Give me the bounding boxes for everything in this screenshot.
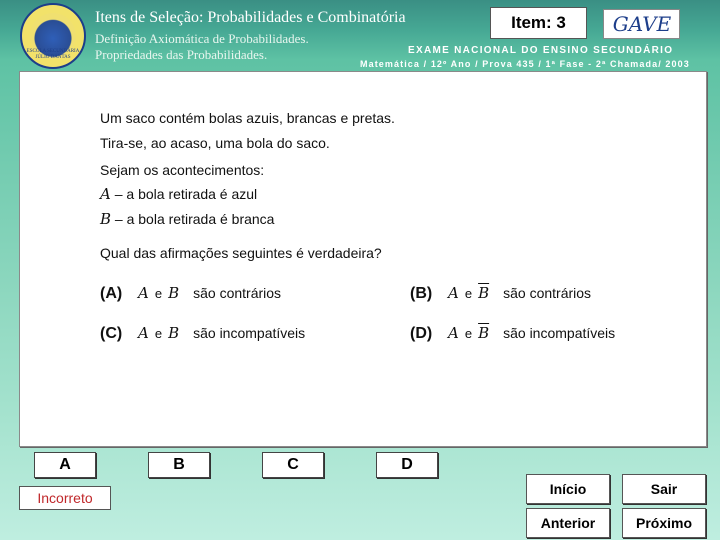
item-number-box	[490, 7, 587, 39]
option-d-symbol-1: A	[448, 324, 459, 342]
answer-button-a[interactable]: A	[34, 452, 96, 478]
answer-button-b[interactable]: B	[148, 452, 210, 478]
question-prompt: Qual das afirmações seguintes é verdadeira?	[100, 245, 382, 261]
event-b-symbol: B	[100, 210, 112, 228]
option-c-conj: e	[154, 326, 163, 341]
school-logo-text: ESCOLA SECUNDÁRIA JÚLIO DANTAS	[26, 49, 80, 60]
question-line-2: Tira-se, ao acaso, uma bola do saco.	[100, 135, 330, 151]
gave-logo-icon	[607, 12, 677, 36]
option-d-symbol-2-complement: $\overline{B}$	[478, 324, 490, 342]
gave-logo	[603, 9, 680, 39]
event-a-text: – a bola retirada é azul	[114, 186, 258, 202]
topic-subtitle-1: Definição Axiomática de Probabilidades.	[95, 31, 309, 46]
exam-details: Matemática / 12º Ano / Prova 435 / 1ª Fase - 2ª Chamada/ 2003	[360, 59, 690, 69]
option-d-label: (D)	[410, 325, 433, 342]
item-number-label: Item: 3	[511, 13, 566, 32]
answer-button-c[interactable]: C	[262, 452, 324, 478]
option-d	[410, 324, 615, 343]
option-c-label: (C)	[100, 325, 123, 342]
event-b-text: – a bola retirada é branca	[114, 211, 275, 227]
question-line-1: Um saco contém bolas azuis, brancas e pretas.	[100, 110, 395, 126]
option-d-conj: e	[464, 326, 473, 341]
option-c-symbol-2: B	[168, 324, 180, 342]
option-c-symbol-1: A	[138, 324, 149, 342]
option-d-text: são incompatíveis	[503, 325, 616, 341]
option-a-conj: e	[154, 286, 163, 301]
option-b-text: são contrários	[503, 285, 592, 301]
anterior-button[interactable]: Anterior	[526, 508, 610, 538]
option-c	[100, 324, 305, 343]
event-b-definition	[100, 210, 274, 228]
gave-logo-text: GAVE	[612, 12, 671, 36]
question-line-3: Sejam os acontecimentos:	[100, 162, 265, 178]
option-b-label: (B)	[410, 285, 433, 302]
option-b-symbol-2-complement: $\overline{B}$	[478, 284, 490, 302]
event-a-symbol: A	[100, 185, 111, 203]
option-b-conj: e	[464, 286, 473, 301]
proximo-button[interactable]: Próximo	[622, 508, 706, 538]
event-a-definition	[100, 185, 257, 203]
option-a	[100, 284, 281, 303]
option-a-label: (A)	[100, 285, 123, 302]
page-title: Itens de Seleção: Probabilidades e Combinatória	[95, 9, 406, 26]
exam-title: EXAME NACIONAL DO ENSINO SECUNDÁRIO	[408, 45, 674, 56]
answer-button-d[interactable]: D	[376, 452, 438, 478]
inicio-button[interactable]: Início	[526, 474, 610, 504]
option-a-text: são contrários	[193, 285, 282, 301]
question-panel	[19, 71, 707, 447]
option-b	[410, 284, 591, 303]
feedback-badge	[19, 486, 111, 510]
option-b-symbol-1: A	[448, 284, 459, 302]
sair-button[interactable]: Sair	[622, 474, 706, 504]
feedback-text: Incorreto	[37, 490, 93, 506]
option-c-text: são incompatíveis	[193, 325, 306, 341]
option-a-symbol-1: A	[138, 284, 149, 302]
topic-subtitle-2: Propriedades das Probabilidades.	[95, 47, 268, 62]
option-a-symbol-2: B	[168, 284, 180, 302]
school-logo	[20, 3, 86, 69]
